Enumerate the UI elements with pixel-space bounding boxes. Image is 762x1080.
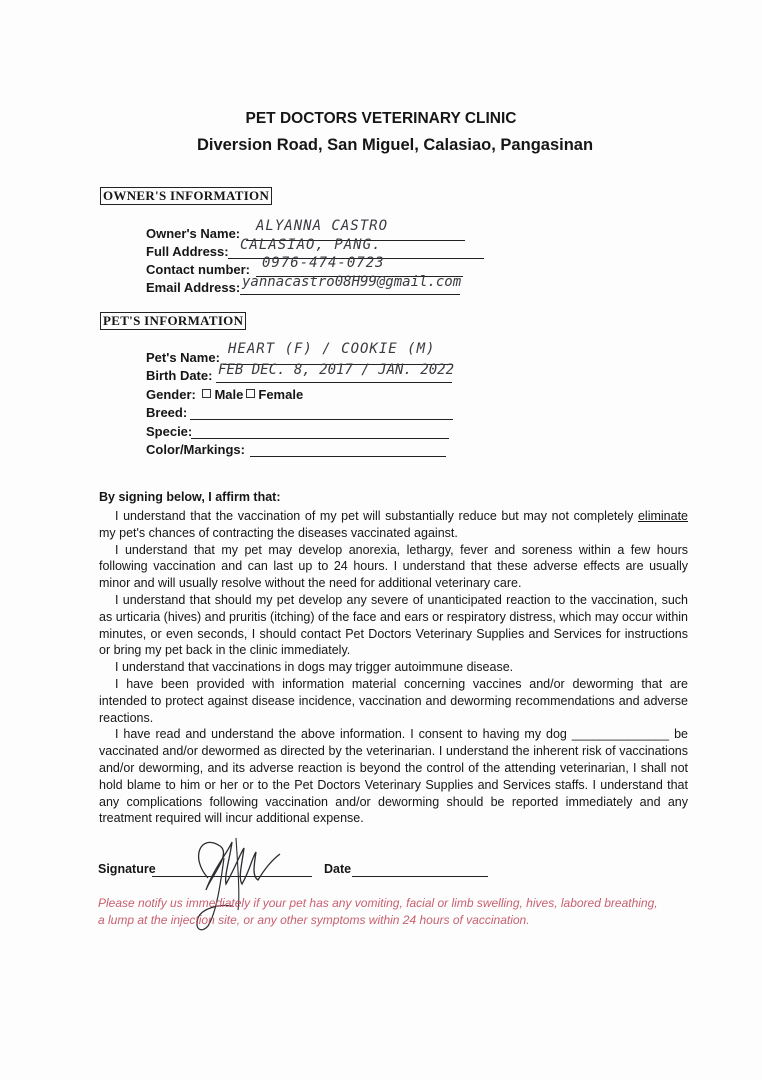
male-checkbox[interactable] [202,389,211,398]
contact-number-value: 0976-474-0723 [262,255,385,271]
full-address-label: Full Address: [146,244,229,259]
clinic-name: PET DOCTORS VETERINARY CLINIC [245,110,517,127]
date-label: Date [324,862,352,876]
pet-name-value: HEART (F) / COOKIE (M) [228,341,436,357]
specie-line[interactable] [191,438,449,439]
gender-field [146,387,303,402]
specie-label: Specie: [146,424,193,439]
consent-p1-b: my pet's chances of contracting the diseases vaccinated against. [99,525,458,540]
consent-paragraph-5: I have been provided with information material concerning vaccines and/or deworming that are intended to protect against disease incidence, vaccination and deworming recommendations and adverse reactions. [99,676,688,725]
pet-name-label: Pet's Name: [146,350,220,365]
consent-paragraph-4: I understand that vaccinations in dogs may trigger autoimmune disease. [115,660,514,675]
consent-paragraph-2: I understand that my pet may develop anorexia, lethargy, fever and soreness within a few hours following vaccination and can last up to 24 hours. I understand that these adverse effects are usually minor and will usually resolve without the need for additional veterinary care. [99,542,688,591]
consent-p6-a: I have read and understand the above information. I consent to having my dog [115,727,572,742]
owner-name-value: ALYANNA CASTRO [256,218,389,234]
birth-date-value: FEB DEC. 8, 2017 / JAN. 2022 [218,362,455,378]
female-checkbox[interactable] [246,389,255,398]
consent-paragraph-3: I understand that should my pet develop any severe of unanticipated reaction to the vaccination, such as urticaria (hives) and pruritis (itching) of the face and ears or respiratory distress, which may occur within minutes, or even seconds, I should contact Pet Doctors Veterinary Supplies and Services for instructions or bring my pet back in the clinic immediately. [99,592,688,658]
color-markings-label: Color/Markings: [146,442,245,457]
consent-p6-b: be vaccinated and/or dewormed as directed by the veterinarian. I understand the inherent risk of vaccinations and/or deworming, and its adverse reaction is beyond the control of the attending veterinarian, I shall not hold blame to him or her or to the Pet Doctors Veterinary Supplies and Services staffs. I understand that any complications following vaccination and/or deworming should be reported immediately and any treatment required will incur additional expense. [99,727,688,826]
breed-label: Breed: [146,405,188,420]
consent-paragraph-1 [99,508,688,542]
consent-p1-a: I understand that the vaccination of my pet will substantially reduce but may not completely [115,509,638,523]
consent-p1-underlined: eliminate [637,509,688,523]
color-markings-line[interactable] [250,456,446,457]
date-line[interactable] [352,876,488,877]
birth-date-line [216,382,452,383]
dog-name-blank[interactable]: ______________ [571,727,670,742]
post-vaccination-notice: Please notify us immediately if your pet has any vomiting, facial or limb swelling, hives, labored breathing, a lump at the injection site, or any other symptoms within 24 hours of vaccination. [98,896,658,927]
contact-number-label: Contact number: [146,262,250,277]
email-label: Email Address: [146,280,241,295]
signature-label: Signature [98,862,156,876]
email-value: yannacastro08H99@gmail.com [242,274,462,290]
full-address-value: CALASIAO, PANG. [240,237,382,253]
affirm-heading: By signing below, I affirm that: [99,490,281,504]
gender-label: Gender: [146,387,196,402]
owner-name-label: Owner's Name: [146,226,241,241]
clinic-address: Diversion Road, San Miguel, Calasiao, Pangasinan [196,136,594,154]
male-option-label: Male [214,387,244,402]
breed-line[interactable] [190,419,453,420]
birth-date-label: Birth Date: [146,368,213,383]
pet-section-title: PET'S INFORMATION [100,312,246,330]
consent-paragraph-6 [99,726,688,827]
female-option-label: Female [258,387,304,402]
owner-section-title: OWNER'S INFORMATION [100,187,272,205]
email-line [240,294,460,295]
consent-text [99,508,688,827]
